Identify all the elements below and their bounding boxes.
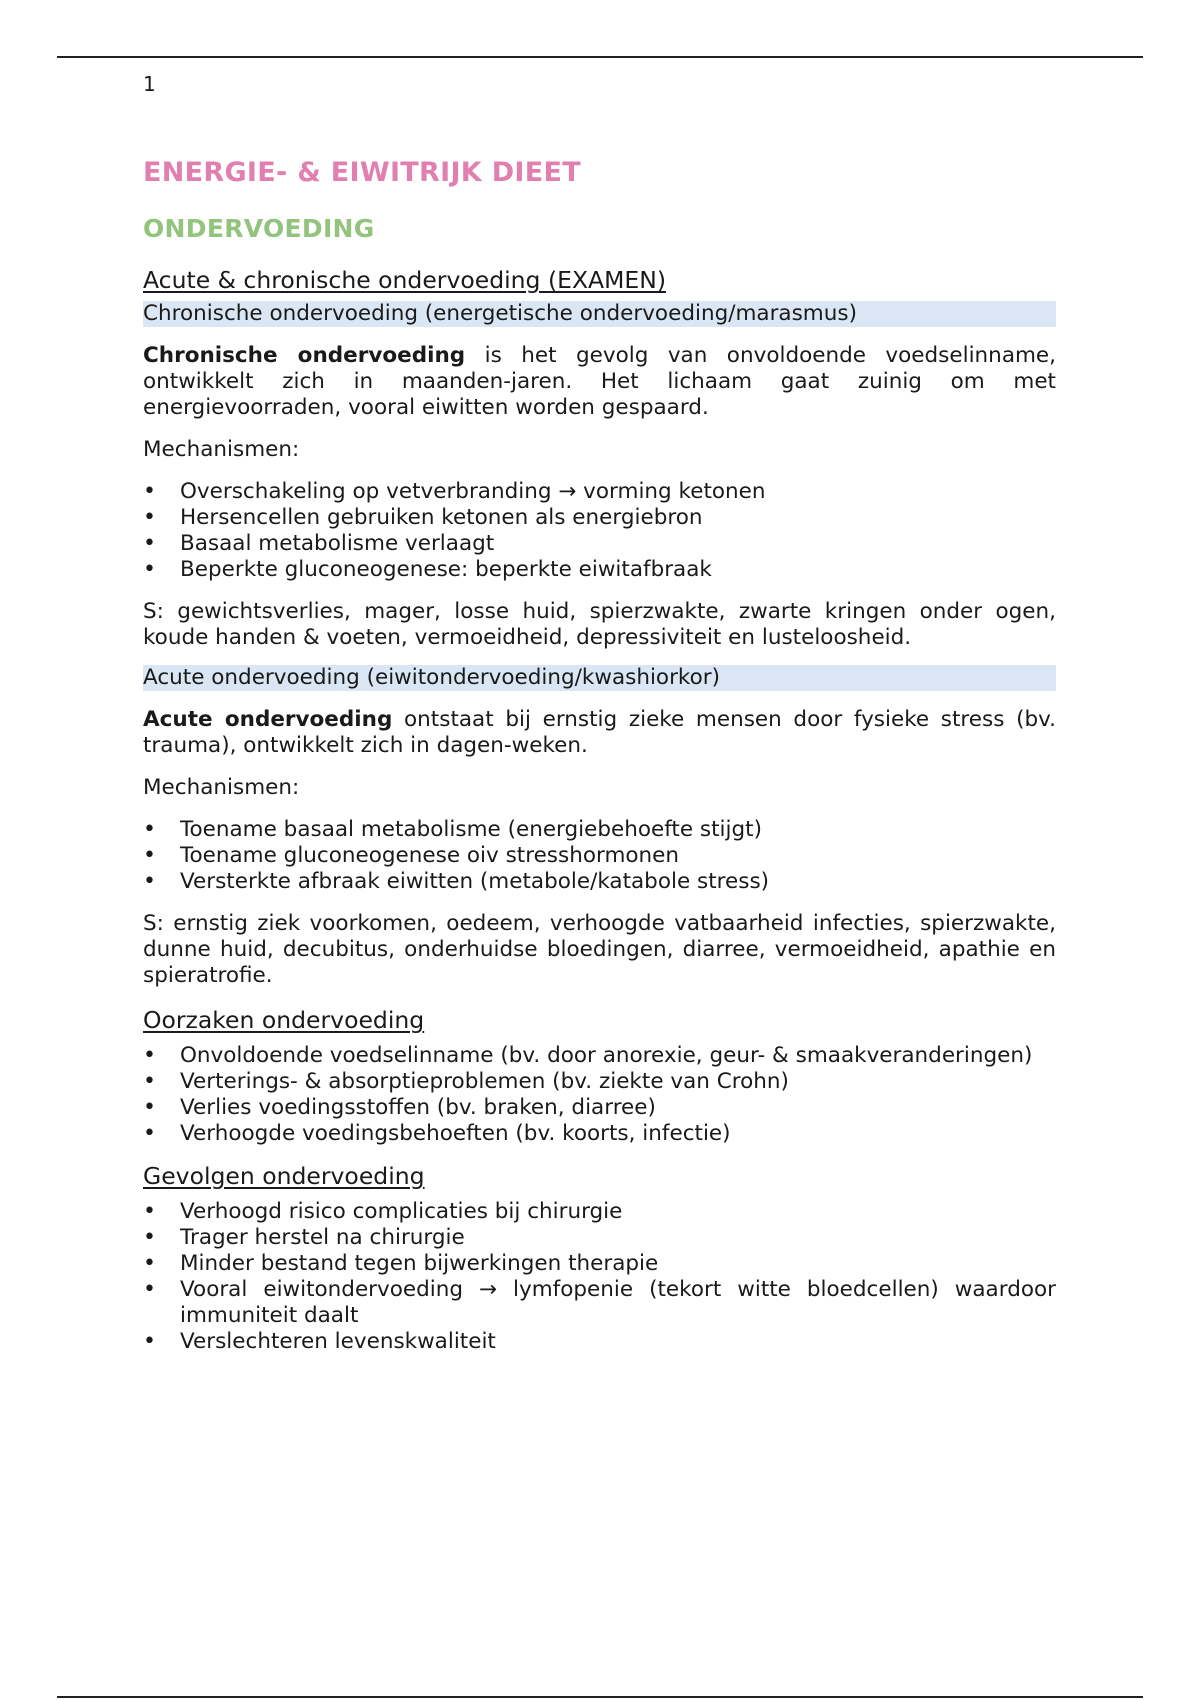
list-item: • Basaal metabolisme verlaagt [143,531,1056,557]
list-item: • Verterings- & absorptieproblemen (bv. ziekte van Crohn) [143,1069,1056,1095]
chronic-intro [143,343,1056,421]
acute-chronic-heading: Acute & chronische ondervoeding (EXAMEN) [143,266,667,294]
list-item: • Beperkte gluconeogenese: beperkte eiwitafbraak [143,557,1056,583]
chronic-mechanisms-list [143,479,1056,583]
document-title: ENERGIE- & EIWITRIJK DIEET [143,157,581,188]
section-heading: ONDERVOEDING [143,214,375,243]
acute-heading: Acute ondervoeding (eiwitondervoeding/kwashiorkor) [143,665,1056,691]
chronic-intro-text: is het gevolg van onvoldoende voedselinname, ontwikkelt zich in maanden-jaren. Het lichaam gaat zuinig om met energievoorraden, vooral eiwitten worden gespaard. [143,343,1056,420]
chronic-intro-bold: Chronische ondervoeding [143,343,466,368]
acute-mechanisms-label: Mechanismen: [143,775,300,800]
header-rule [57,56,1143,58]
acute-symptoms: S: ernstig ziek voorkomen, oedeem, verhoogde vatbaarheid infecties, spierzwakte, dunne huid, decubitus, onderhuidse bloedingen, diarree, vermoeidheid, apathie en spieratrofie. [143,911,1056,988]
acute-intro-bold: Acute ondervoeding [143,707,393,732]
document-body [143,150,1056,1355]
list-item: • Vooral eiwitondervoeding → lymfopenie (tekort witte bloedcellen) waardoor immuniteit daalt [143,1277,1056,1329]
list-item: • Verhoogde voedingsbehoeften (bv. koorts, infectie) [143,1121,1056,1147]
list-item: • Minder bestand tegen bijwerkingen therapie [143,1251,1056,1277]
list-item: • Verlies voedingsstoffen (bv. braken, diarree) [143,1095,1056,1121]
list-item: • Verslechteren levenskwaliteit [143,1329,1056,1355]
acute-intro [143,707,1056,759]
list-item: • Onvoldoende voedselinname (bv. door anorexie, geur- & smaakveranderingen) [143,1043,1056,1069]
chronic-symptoms: S: gewichtsverlies, mager, losse huid, spierzwakte, zwarte kringen onder ogen, koude handen & voeten, vermoeidheid, depressiviteit en lusteloosheid. [143,599,1056,650]
list-item: • Versterkte afbraak eiwitten (metabole/katabole stress) [143,869,1056,895]
chronic-mechanisms-label: Mechanismen: [143,437,300,462]
causes-list [143,1043,1056,1147]
acute-intro-text: ontstaat bij ernstig zieke mensen door fysieke stress (bv. trauma), ontwikkelt zich in dagen-weken. [143,707,1057,758]
chronic-heading: Chronische ondervoeding (energetische ondervoeding/marasmus) [143,301,1056,327]
list-item: • Trager herstel na chirurgie [143,1225,1056,1251]
consequences-list [143,1199,1056,1355]
consequences-heading: Gevolgen ondervoeding [143,1162,425,1190]
list-item: • Toename gluconeogenese oiv stresshormonen [143,843,1056,869]
page-number: 1 [143,72,156,96]
list-item: • Overschakeling op vetverbranding → vorming ketonen [143,479,1056,505]
list-item: • Verhoogd risico complicaties bij chirurgie [143,1199,1056,1225]
acute-mechanisms-list [143,817,1056,895]
list-item: • Toename basaal metabolisme (energiebehoefte stijgt) [143,817,1056,843]
causes-heading: Oorzaken ondervoeding [143,1006,425,1034]
list-item: • Hersencellen gebruiken ketonen als energiebron [143,505,1056,531]
footer-rule [57,1696,1143,1698]
